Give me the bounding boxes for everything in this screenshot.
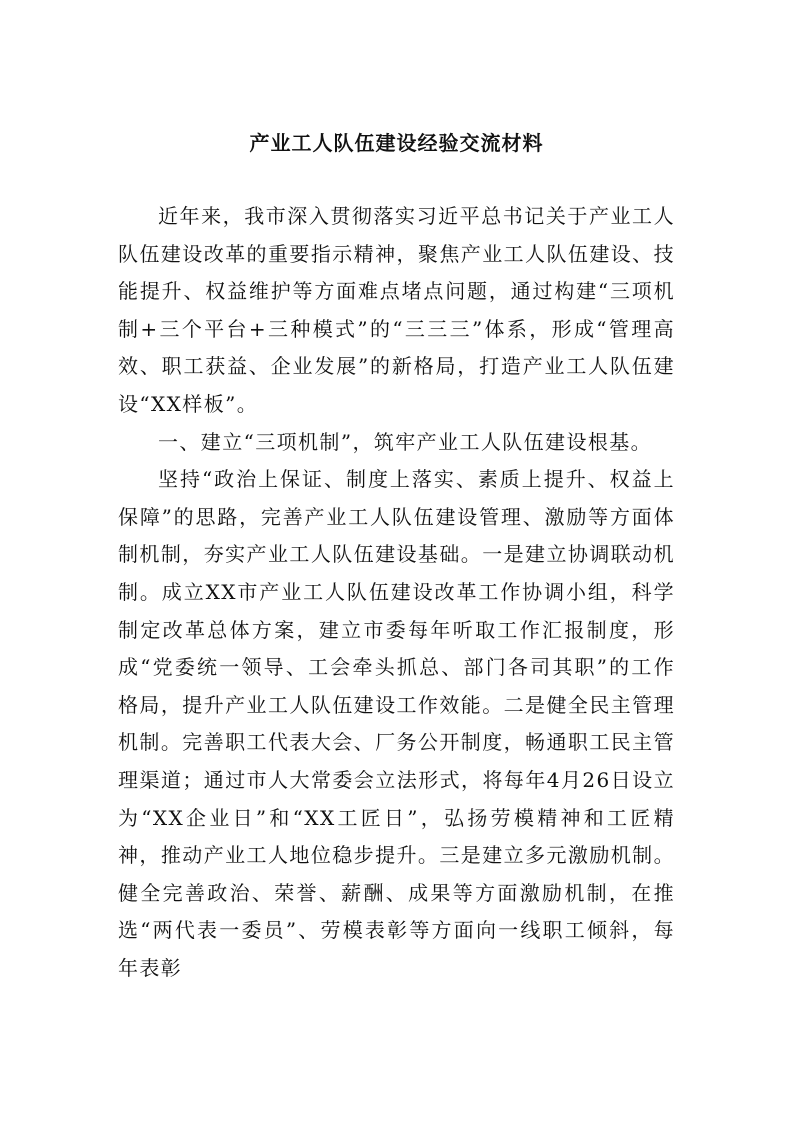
section-heading-1: 一、建立“三项机制”，筑牢产业工人队伍建设根基。 xyxy=(158,429,653,454)
section-1-paragraph: 坚持“政治上保证、制度上落实、素质上提升、权益上保障”的思路，完善产业工人队伍建设管理、激励等方面体制机制，夯实产业工人队伍建设基础。一是建立协调联动机制。成立XX市产业工人队伍建设改革工作协调小组，科学制定改革总体方案，建立市委每年听取工作汇报制度，形成“党委统一领导、工会牵头抓总、部门各司其职”的工作格局，提升产业工人队伍建设工作效能。二是健全民主管理机制。完善职工代表大会、厂务公开制度，畅通职工民主管理渠道；通过市人大常委会立法形式，将每年4月26日设立为“XX企业日”和“XX工匠日”，弘扬劳模精神和工匠精神，推动产业工人地位稳步提升。三是建立多元激励机制。健全完善政治、荣誉、薪酬、成果等方面激励机制，在推选“两代表一委员”、劳模表彰等方面向一线职工倾斜，每年表彰 xyxy=(118,467,675,980)
document-body xyxy=(118,198,675,987)
intro-paragraph: 近年来，我市深入贯彻落实习近平总书记关于产业工人队伍建设改革的重要指示精神，聚焦产业工人队伍建设、技能提升、权益维护等方面难点堵点问题，通过构建“三项机制+三个平台+三种模式”的“三三三”体系，形成“管理高效、职工获益、企业发展”的新格局，打造产业工人队伍建设“XX样板”。 xyxy=(118,204,675,416)
document-title: 产业工人队伍建设经验交流材料 xyxy=(249,131,544,155)
